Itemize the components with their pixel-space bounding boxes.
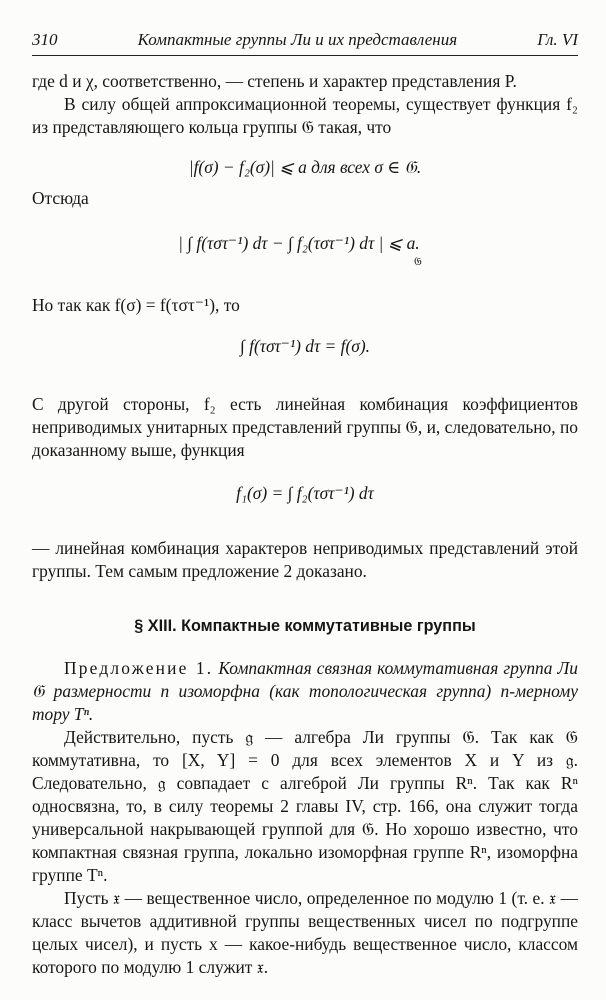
page-number: 310 (32, 30, 58, 49)
integration-domain-label: 𝔊 (414, 256, 422, 268)
proof-paragraph-lie-algebra: Действительно, пусть 𝔤 — алгебра Ли группы 𝔊. Так как 𝔊 коммутативна, то [X, Y] = 0 для всех элементов X и Y из 𝔤. Следовательно, 𝔤 совпадает с алгеброй Ли группы Rⁿ. Так как Rⁿ односвязна, то, в силу теоремы 2 главы IV, стр. 166, она служит тогда универсальной накрывающей группой для 𝔊. Но хорошо известно, что компактная связная группа, локально изоморфная группе Rⁿ, изоморфна группе Tⁿ. (32, 727, 578, 885)
formula-f1-definition: f₁(σ) = ∫ f₂(τστ⁻¹) dτ (236, 483, 374, 503)
section-heading: § XIII. Компактные коммутативные группы (134, 617, 476, 635)
book-page (32, 30, 578, 979)
paragraph-but-since: Но так как f(σ) = f(τστ⁻¹), то (32, 295, 240, 315)
paragraph-linear-combination: С другой стороны, f₂ есть линейная комбинация коэффициентов неприводимых унитарных представлений группы 𝔊, и, следовательно, по доказанному выше, функция (32, 394, 578, 460)
chapter-label: Гл. VI (537, 30, 578, 49)
running-title: Компактные группы Ли и их представления (137, 30, 458, 49)
paragraph-degree-character: где d и χ, соответственно, — степень и характер представления P. (32, 71, 517, 91)
formula-integral-inequality (32, 230, 578, 268)
proposition-statement: Компактная связная коммутативная группа Ли 𝔊 размерности n изоморфна (как топологическая группа) n-мерному тору Tⁿ. (32, 658, 578, 724)
paragraph-approximation: В силу общей аппроксимационной теоремы, существует функция f₂ из представляющего кольца группы 𝔊 такая, что (32, 94, 578, 137)
proof-paragraph-real-number: Пусть 𝔵 — вещественное число, определенное по модулю 1 (т. е. 𝔵 — класс вычетов аддитивной группы вещественных чисел по подгруппе целых чисел), и пусть x — какое-нибудь вещественное число, классом которого по модулю 1 служит 𝔵. (32, 888, 578, 977)
paragraph-hence: Отсюда (32, 188, 89, 208)
proposition-label: Предложение 1. (64, 658, 214, 678)
formula-integral-identity: ∫ f(τστ⁻¹) dτ = f(σ). (240, 336, 370, 356)
running-header (32, 30, 578, 56)
formula-integral-inequality-text: | ∫ f(τστ⁻¹) dτ − ∫ f₂(τστ⁻¹) dτ | ⩽ a. (178, 233, 420, 253)
formula-approximation: |f(σ) − f₂(σ)| ⩽ a для всех σ ∈ 𝔊. (188, 157, 422, 177)
proposition-paragraph (32, 657, 578, 726)
paragraph-conclusion: — линейная комбинация характеров неприводимых представлений этой группы. Тем самым предложение 2 доказано. (32, 538, 578, 581)
